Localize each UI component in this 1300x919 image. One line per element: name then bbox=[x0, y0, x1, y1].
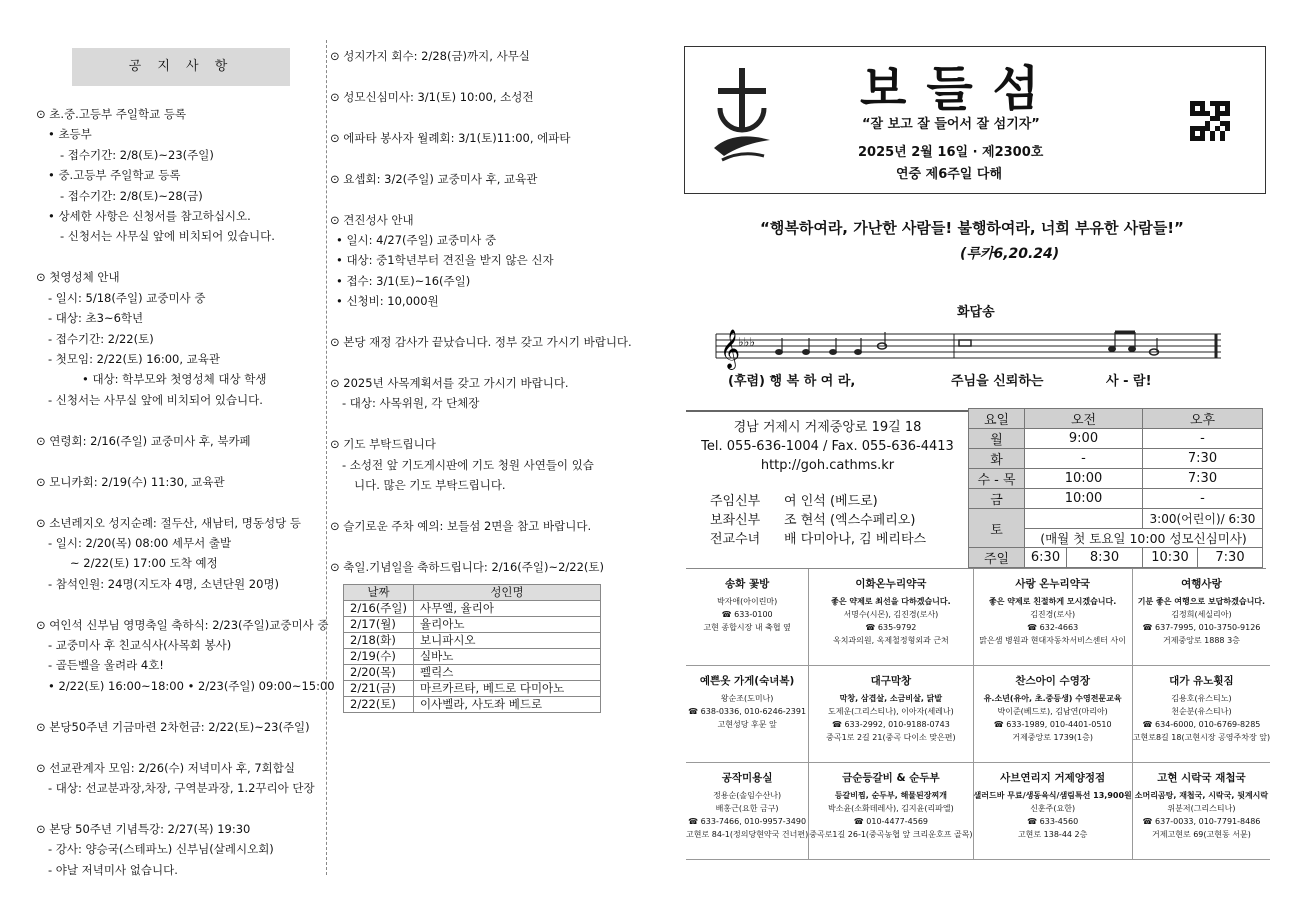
sched-tue-am: - bbox=[1025, 449, 1143, 469]
notice-detail: - 대상: 사목위원, 각 단체장 bbox=[342, 396, 480, 411]
notice-item bbox=[330, 46, 632, 66]
notice-detail: • 대상: 학부모와 첫영성체 대상 학생 bbox=[82, 372, 267, 387]
ad-line: 김용호(유스티노) bbox=[1171, 694, 1232, 703]
sched-sun-3: 10:30 bbox=[1143, 548, 1198, 568]
ad-card bbox=[809, 763, 973, 860]
notice-detail: - 대상: 선교분과장,차장, 구역분과장, 1.2꾸리아 단장 bbox=[48, 781, 315, 796]
staff-role: 전교수녀 bbox=[710, 532, 761, 547]
notice-title: ⊙ 요셉회: 3/2(주일) 교중미사 후, 교육관 bbox=[330, 169, 632, 189]
notice-detail: • 일시: 4/27(주일) 교중미사 중 bbox=[336, 233, 497, 248]
notice-title: ⊙ 본당 재정 감사가 끝났습니다. 정부 갖고 가시기 바랍니다. bbox=[330, 332, 632, 352]
notice-detail: - 대상: 초3~6학년 bbox=[48, 311, 144, 326]
ad-card bbox=[1133, 569, 1270, 666]
sched-mon: 월 bbox=[969, 429, 1025, 449]
ad-description: 유.소년(유아, 초.중등생) 수영전문교육 bbox=[983, 694, 1122, 703]
ad-description: 등갈비찜, 순두부, 해물된장찌개 bbox=[834, 791, 947, 800]
notice-detail: - 골든벨을 울려라 4호! bbox=[48, 658, 164, 673]
sched-sun: 주일 bbox=[969, 548, 1025, 568]
staff-name: 여 인석 (베드로) bbox=[784, 494, 878, 509]
ad-line: ☎ 635-9792 bbox=[865, 623, 917, 632]
ad-line: ☎ 637-7995, 010-3750-9126 bbox=[1142, 623, 1261, 632]
notice-detail: - 신청서는 사무실 앞에 비치되어 있습니다. bbox=[60, 229, 275, 244]
sched-wedthu: 수 - 목 bbox=[969, 469, 1025, 489]
sched-tue-pm: 7:30 bbox=[1143, 449, 1263, 469]
ad-line: 거제중앙로 1888 3층 bbox=[1162, 636, 1240, 645]
ad-line: 신훈주(요한) bbox=[1030, 804, 1076, 813]
ad-description: 좋은 약제로 친절하게 모시겠습니다. bbox=[988, 597, 1117, 606]
ad-card bbox=[974, 763, 1133, 860]
notice-item bbox=[36, 267, 335, 410]
ad-line: 왕순조(도미나) bbox=[720, 694, 774, 703]
feast-row bbox=[344, 649, 601, 665]
ad-line: ☎ 638-0336, 010-6246-2391 bbox=[688, 707, 807, 716]
notice-detail: - 교중미사 후 친교식사(사목회 봉사) bbox=[48, 638, 232, 653]
ad-name: 송화 꽃방 bbox=[725, 578, 770, 590]
feast-header-saint: 성인명 bbox=[414, 585, 601, 601]
ad-name: 이화온누리약국 bbox=[855, 578, 927, 590]
notice-title: ⊙ 축일.기념일을 축하드립니다: 2/16(주일)~2/22(토) bbox=[330, 557, 632, 577]
sched-head-pm: 오후 bbox=[1143, 409, 1263, 429]
ad-description: 좋은 약제로 최선을 다하겠습니다. bbox=[831, 597, 951, 606]
notice-item bbox=[36, 431, 335, 451]
feast-row bbox=[344, 697, 601, 713]
notice-title: ⊙ 모니카회: 2/19(수) 11:30, 교육관 bbox=[36, 472, 335, 492]
lyric-3: 사 - 람! bbox=[1106, 374, 1152, 389]
ad-line: 중곡1로 2길 21(중곡 다이소 맞은편) bbox=[826, 733, 956, 742]
sched-wedthu-am: 10:00 bbox=[1025, 469, 1143, 489]
sched-wedthu-pm: 7:30 bbox=[1143, 469, 1263, 489]
feast-date: 2/22(토) bbox=[344, 697, 414, 713]
ad-card bbox=[974, 569, 1133, 666]
notice-detail: • 2/22(토) 16:00~18:00 • 2/23(주일) 09:00~15:00 bbox=[48, 678, 335, 693]
ad-description: 샐러드바 무료/생동육식/샘림특선 13,900원 bbox=[973, 791, 1132, 800]
notice-column-1 bbox=[36, 104, 335, 901]
parish-website[interactable]: http://goh.cathms.kr bbox=[760, 458, 895, 473]
ad-line: ☎ 637-0033, 010-7791-8486 bbox=[1142, 817, 1261, 826]
sponsor-ads bbox=[686, 568, 1271, 860]
notice-item bbox=[330, 87, 632, 107]
ad-line: ☎ 632-4663 bbox=[1027, 623, 1079, 632]
notice-title: ⊙ 본당 50주년 기념특강: 2/27(목) 19:30 bbox=[36, 819, 335, 839]
ad-line: ☎ 633-7466, 010-9957-3490 bbox=[688, 817, 807, 826]
notice-item bbox=[330, 557, 632, 577]
ad-line: 맑은샘 병원과 현대자동차서비스센터 사이 bbox=[979, 636, 1127, 645]
sched-fri-am: 10:00 bbox=[1025, 489, 1143, 509]
feast-header-date: 날짜 bbox=[344, 585, 414, 601]
ad-name: 대구막창 bbox=[870, 675, 912, 687]
notice-title: ⊙ 첫영성체 안내 bbox=[36, 267, 335, 287]
bulletin-title: 보들섬 bbox=[860, 61, 1060, 117]
sched-mon-am: 9:00 bbox=[1025, 429, 1143, 449]
notice-item bbox=[36, 615, 335, 697]
ad-card bbox=[686, 569, 809, 666]
notice-detail: - 일시: 2/20(목) 08:00 세무서 출발 bbox=[48, 535, 232, 550]
notice-item bbox=[330, 128, 632, 148]
ad-line: 위분저(그리스티나) bbox=[1167, 804, 1236, 813]
feast-row bbox=[344, 681, 601, 697]
ad-line: 서명수(시몬), 김진경(로사) bbox=[843, 610, 939, 619]
liturgical-week: 연중 제6주일 다해 bbox=[896, 167, 1003, 182]
notice-item bbox=[330, 516, 632, 536]
feast-row bbox=[344, 617, 601, 633]
notice-detail: - 참석인원: 24명(지도자 4명, 소년단원 20명) bbox=[48, 576, 280, 591]
notice-title: ⊙ 기도 부탁드립니다 bbox=[330, 434, 632, 454]
ad-description: 기분 좋은 여행으로 보답하겠습니다. bbox=[1137, 597, 1266, 606]
ad-card bbox=[1133, 666, 1270, 763]
feast-row bbox=[344, 633, 601, 649]
notice-detail: - 강사: 양승국(스테파노) 신부님(살레시오회) bbox=[48, 842, 274, 857]
psalm-title: 화답송 bbox=[957, 305, 995, 320]
ad-line: ☎ 633-2992, 010-9188-0743 bbox=[831, 720, 950, 729]
ad-line: 도제운(그리스티나), 이아자(세레나) bbox=[828, 707, 954, 716]
music-staff bbox=[716, 326, 1226, 369]
notice-item bbox=[330, 210, 632, 312]
staff-list bbox=[710, 492, 969, 549]
notice-title: ⊙ 성지가지 회수: 2/28(금)까지, 사무실 bbox=[330, 46, 632, 66]
lyric-1: (후렴) 행 복 하 여 라, bbox=[728, 374, 856, 389]
sched-tue: 화 bbox=[969, 449, 1025, 469]
feast-date: 2/21(금) bbox=[344, 681, 414, 697]
notice-detail: • 접수: 3/1(토)~16(주일) bbox=[336, 273, 471, 288]
notice-title: ⊙ 소년레지오 성지순례: 절두산, 새남터, 명동성당 등 bbox=[36, 513, 335, 533]
notice-item bbox=[330, 373, 632, 414]
gospel-quote: “행복하여라, 가난한 사람들! 불행하여라, 너희 부유한 사람들!” bbox=[760, 219, 1184, 237]
ad-line: 박이준(베드로), 김남연(마리아) bbox=[997, 707, 1108, 716]
feast-row bbox=[344, 665, 601, 681]
ad-card bbox=[809, 569, 973, 666]
notice-title: ⊙ 성모신심미사: 3/1(토) 10:00, 소성전 bbox=[330, 87, 632, 107]
ad-name: 대가 유노휫짐 bbox=[1169, 675, 1234, 687]
notice-item bbox=[36, 104, 335, 247]
notice-detail: - 신청서는 사무실 앞에 비치되어 있습니다. bbox=[48, 392, 263, 407]
sched-mon-pm: - bbox=[1143, 429, 1263, 449]
sched-sun-1: 6:30 bbox=[1025, 548, 1067, 568]
notice-title: ⊙ 여인석 신부님 영명축일 축하식: 2/23(주일)교중미사 중 bbox=[36, 615, 335, 635]
sched-head-day: 요일 bbox=[969, 409, 1025, 429]
notice-item bbox=[36, 819, 335, 880]
ad-line: 박소윤(소화데레사), 김지윤(리파엘) bbox=[828, 804, 954, 813]
notice-title: ⊙ 선교관계자 모임: 2/26(수) 저녁미사 후, 7회합실 bbox=[36, 758, 335, 778]
staff-row bbox=[710, 511, 969, 530]
sched-head-am: 오전 bbox=[1025, 409, 1143, 429]
notice-detail: - 접수기간: 2/8(토)~28(금) bbox=[60, 188, 203, 203]
feast-saints: 보니파시오 bbox=[414, 633, 601, 649]
notice-detail: - 소성전 앞 기도게시판에 기도 청원 사연들이 있습 bbox=[342, 457, 594, 472]
feast-saints: 사무엘, 율리아 bbox=[414, 601, 601, 617]
svg-text:♭♭♭: ♭♭♭ bbox=[738, 335, 755, 349]
sched-sat-note: (매월 첫 토요일 10:00 성모신심미사) bbox=[1025, 528, 1263, 548]
notice-detail: - 일시: 5/18(주일) 교중미사 중 bbox=[48, 290, 206, 305]
feast-table bbox=[343, 584, 601, 713]
notice-column-2 bbox=[330, 46, 632, 598]
notice-detail: • 신청비: 10,000원 bbox=[336, 294, 439, 309]
feast-date: 2/20(목) bbox=[344, 665, 414, 681]
ad-description: 소머리곰탕, 재첩국, 시락국, 뒷계시락 bbox=[1134, 791, 1269, 800]
ad-line: 김정희(세실리아) bbox=[1171, 610, 1232, 619]
ad-name: 공작미용실 bbox=[721, 772, 773, 784]
ad-line: 중곡로1길 26-1(중곡농협 앞 크리운호프 골목) bbox=[809, 830, 973, 839]
ad-line: ☎ 010-4477-4569 bbox=[853, 817, 929, 826]
parish-phone: Tel. 055-636-1004 / Fax. 055-636-4413 bbox=[701, 439, 954, 454]
sched-fri: 금 bbox=[969, 489, 1025, 509]
notice-title: ⊙ 견진성사 안내 bbox=[330, 210, 632, 230]
staff-row bbox=[710, 530, 969, 549]
feast-row bbox=[344, 601, 601, 617]
ad-name: 사랑 온누리약국 bbox=[1015, 578, 1090, 590]
ad-line: 고현로 84-1(정의당현약국 건너편) bbox=[686, 830, 809, 839]
feast-saints: 이사벨라, 사도좌 베드로 bbox=[414, 697, 601, 713]
ad-line: 고현 종합시장 내 축협 옆 bbox=[703, 623, 791, 632]
notice-detail: • 중.고등부 주일학교 등록 bbox=[48, 168, 181, 183]
staff-row bbox=[710, 492, 969, 511]
notice-item bbox=[330, 434, 632, 495]
notice-detail: - 접수기간: 2/22(토) bbox=[48, 331, 154, 346]
ad-line: 박자애(아이린마) bbox=[716, 597, 778, 606]
ad-line: ☎ 633-1989, 010-4401-0510 bbox=[993, 720, 1112, 729]
ad-name: 금순등갈비 & 순두부 bbox=[842, 772, 940, 784]
bulletin-motto: “잘 보고 잘 들어서 잘 섬기자” bbox=[862, 117, 1040, 132]
ad-name: 예쁜옷 가게(숙녀복) bbox=[699, 675, 795, 687]
parish-address: 경남 거제시 거제중앙로 19길 18 bbox=[733, 420, 922, 435]
feast-date: 2/16(주일) bbox=[344, 601, 414, 617]
notice-item bbox=[36, 472, 335, 492]
mass-schedule bbox=[968, 408, 1263, 568]
sched-sat-pm: 3:00(어린이)/ 6:30 bbox=[1143, 509, 1263, 529]
ad-line: 거제고현로 69(고현동 서문) bbox=[1152, 830, 1251, 839]
ad-card bbox=[686, 666, 809, 763]
feast-saints: 실바노 bbox=[414, 649, 601, 665]
notice-title: ⊙ 2025년 사목계획서를 갖고 가시기 바랍니다. bbox=[330, 373, 632, 393]
notice-detail: • 초등부 bbox=[48, 127, 92, 142]
ad-line: ☎ 634-6000, 010-6769-8285 bbox=[1142, 720, 1261, 729]
notice-title: ⊙ 에파타 봉사자 월례회: 3/1(토)11:00, 에파타 bbox=[330, 128, 632, 148]
ad-name: 사브연리지 거제양정점 bbox=[1000, 772, 1106, 784]
svg-text:𝄞: 𝄞 bbox=[720, 329, 741, 369]
notice-title: ⊙ 슬기로운 주차 예의: 보들섬 2면을 참고 바랍니다. bbox=[330, 516, 632, 536]
staff-role: 보좌신부 bbox=[710, 513, 761, 528]
ad-line: 거제중앙로 1739(1층) bbox=[1012, 733, 1093, 742]
ad-line: 고현성당 후문 앞 bbox=[717, 720, 777, 729]
staff-name: 배 다미아나, 김 베리타스 bbox=[784, 532, 927, 547]
sched-fri-pm: - bbox=[1143, 489, 1263, 509]
feast-date: 2/18(화) bbox=[344, 633, 414, 649]
qr-code-icon bbox=[1190, 101, 1230, 141]
feast-saints: 펠릭스 bbox=[414, 665, 601, 681]
sched-sun-4: 7:30 bbox=[1198, 548, 1263, 568]
sched-sun-2: 8:30 bbox=[1067, 548, 1143, 568]
ad-line: 배홍근(요한 금구) bbox=[715, 804, 779, 813]
notice-item bbox=[36, 758, 335, 799]
notice-detail: ~ 2/22(토) 17:00 도착 예정 bbox=[70, 556, 218, 571]
feast-date: 2/19(수) bbox=[344, 649, 414, 665]
ad-card bbox=[1133, 763, 1270, 860]
ad-line: 천순분(유스티나) bbox=[1171, 707, 1232, 716]
ad-line: 고현로 138-44 2층 bbox=[1017, 830, 1088, 839]
column-divider bbox=[326, 40, 327, 875]
notice-header: 공 지 사 항 bbox=[72, 48, 290, 86]
ad-name: 여행사랑 bbox=[1181, 578, 1222, 590]
notice-item bbox=[330, 169, 632, 189]
ad-line: 김진경(로사) bbox=[1030, 610, 1076, 619]
ad-name: 고현 시락국 재첩국 bbox=[1157, 772, 1246, 784]
ad-card bbox=[974, 666, 1133, 763]
notice-detail: 니다. 많은 기도 부탁드립니다. bbox=[354, 478, 506, 493]
ad-description: 막창, 삼겹살, 소금비살, 닭발 bbox=[839, 694, 943, 703]
notice-item bbox=[330, 332, 632, 352]
notice-title: ⊙ 초.중.고등부 주일학교 등록 bbox=[36, 104, 335, 124]
notice-detail: - 야날 저녁미사 없습니다. bbox=[48, 862, 178, 877]
ad-line: 정용순(솔임수산나) bbox=[713, 791, 782, 800]
notice-item bbox=[36, 513, 335, 595]
ad-line: 옥치과의원, 옥제철정형외과 근처 bbox=[832, 636, 949, 645]
notice-title: ⊙ 연령회: 2/16(주일) 교중미사 후, 북카페 bbox=[36, 431, 335, 451]
ad-card bbox=[686, 763, 809, 860]
staff-role: 주임신부 bbox=[710, 494, 761, 509]
ad-line: 고현로8길 18(고현시장 공영주차장 앞) bbox=[1132, 733, 1271, 742]
ad-card bbox=[809, 666, 973, 763]
feast-saints: 율리아노 bbox=[414, 617, 601, 633]
notice-detail: - 첫모임: 2/22(토) 16:00, 교육관 bbox=[48, 351, 221, 366]
feast-saints: 마르카르타, 베드로 다미아노 bbox=[414, 681, 601, 697]
notice-item bbox=[36, 717, 335, 737]
cross-logo-icon bbox=[712, 68, 772, 168]
notice-detail: • 대상: 중1학년부터 견진을 받지 않은 신자 bbox=[336, 253, 554, 268]
ad-line: ☎ 633-0100 bbox=[721, 610, 773, 619]
ad-line: ☎ 633-4560 bbox=[1027, 817, 1079, 826]
issue-date: 2025년 2월 16일 · 제2300호 bbox=[858, 145, 1044, 160]
parish-info bbox=[686, 410, 969, 564]
notice-title: ⊙ 본당50주년 기금마련 2차헌금: 2/22(토)~23(주일) bbox=[36, 717, 335, 737]
gospel-reference: (루카6,20.24) bbox=[960, 246, 1060, 262]
notice-detail: • 상세한 사항은 신청서를 참고하십시오. bbox=[48, 209, 251, 224]
notice-detail: - 접수기간: 2/8(토)~23(주일) bbox=[60, 147, 214, 162]
ad-name: 찬스아이 수영장 bbox=[1015, 675, 1090, 687]
staff-name: 조 현석 (엑스수페리오) bbox=[784, 513, 916, 528]
lyric-2: 주님을 신뢰하는 bbox=[951, 374, 1044, 389]
feast-date: 2/17(월) bbox=[344, 617, 414, 633]
sched-sat: 토 bbox=[969, 509, 1025, 548]
